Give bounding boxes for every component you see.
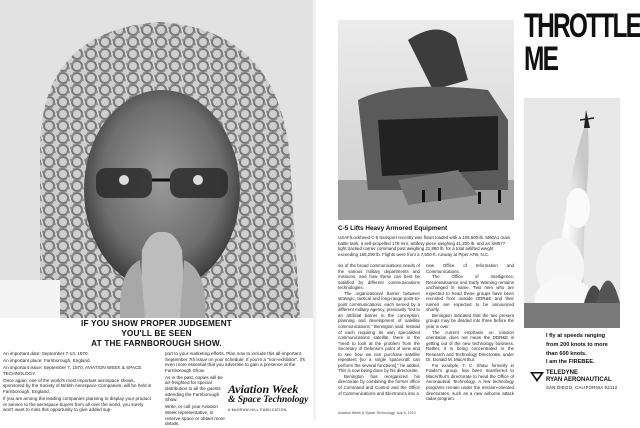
article-paragraph: The current emphasis on mission orientation does not mean the DDR&E is getting out of the new technology business. Rather, it is being concentrated in the Research and Technology Directorate, under Dr. Donald M. MacArthur.	[426, 329, 514, 363]
aviation-week-logo	[228, 384, 308, 406]
throttle-headline-line-2: ME	[524, 40, 558, 78]
tagline-line: from 200 knots to more	[546, 341, 608, 348]
caption-body: USAF/Lockheed C-5 transport recently was flown loaded with a 108,500-lb. M60A1 main battle tank, a self-propelled 175-mm. artillery piece weighing 41,200 lb. and an XM577 tight tracked carrier command post weighing 21,890 lb. for a total airlifted weight exceeding 168,290 lb. Flights were from a 7,500-ft. runway at Piper AFB, N.C.	[338, 235, 511, 257]
judge-portrait-illustration	[0, 0, 313, 318]
article-paragraph: The organizational barrier between strategic, tactical and long-range point-to-point communications, each served by a different military agency, previously "led to an artificial barrier in the conception, planning and development of satellite communications," Benington said. Instead of each requiring its own specialized communications satellite, there is the "need to look at the problem from the Secretary of Defense's point of view and to see how we can purchase satellite repeaters [so a single spacecraft can perform the several functions]," he added. This is now being done by his directorate.	[338, 290, 420, 374]
ad-paragraph: As in the past, copies will be air-freighted for special distribution to all the guests attending the Farnborough Show.	[165, 374, 223, 403]
tagline-line: I am the FIREBEE.	[546, 359, 595, 366]
throttle-me-ad	[522, 7, 640, 415]
headline-line-2: YOU'LL BE SEEN	[121, 329, 192, 338]
article-paragraph: Benington indicated that the two present groups may be divided into three before the year is over.	[426, 312, 514, 330]
teledyne-logo-icon	[530, 372, 544, 382]
ad-body-column-1	[3, 351, 153, 414]
ad-paragraph: Once again, one of the world's most important aerospace shows, sponsored by the Society of British Aerospace Companies, will be held in Farnborough, England.	[3, 377, 152, 395]
article-paragraph: new Office of Information and Communications.	[426, 263, 514, 274]
article-paragraph: sis of the broad communications needs of the various military departments and missions, and how these can best be satisfied by different communications technologies.	[338, 263, 420, 291]
ad-headline	[0, 319, 313, 349]
company-location: SAN DIEGO, CALIFORNIA 92112	[546, 385, 618, 390]
firebee-launch-illustration	[524, 98, 620, 328]
throttle-headline	[524, 7, 640, 78]
article-paragraph: Benington has reorganized his directorate by combining the former office of Command and Control and the Office of Communications and Electronics into a	[338, 373, 420, 396]
throttle-headline-line-1: THROTTLE	[524, 7, 640, 45]
article-paragraph: For example, T. C. Shaw, formerly in Fowler's group, has been transferred to MacArthur's directorate to head the Office of Aeronautical Technology. A few technology programs remain under the mission-oriented directorates, such as a new airborne attack radar program.	[426, 362, 514, 402]
c5-aircraft-photo	[338, 20, 514, 220]
page-footer: Aviation Week & Space Technology, July 6, 1970	[338, 411, 416, 415]
headline-line-1: IF YOU SHOW PROPER JUDGEMENT	[80, 319, 233, 328]
tagline-line: than 600 knots.	[546, 350, 587, 357]
firebee-launch-photo	[524, 98, 620, 328]
ad-paragraph: An important place: Farnborough, England.	[3, 358, 91, 364]
caption-title: C-5 Lifts Heavy Armored Equipment	[338, 225, 448, 232]
judge-portrait-photo	[0, 0, 313, 318]
ad-paragraph: port to your marketing efforts. Plan now to include this all-important September 7th issue on your schedule. If you're a "non-exhibitor", it's even more essential that you advertise to gain a presence at the Farnborough Show.	[165, 351, 306, 373]
c5-aircraft-illustration	[338, 20, 514, 220]
company-line-2: RYAN AERONAUTICAL	[546, 377, 612, 383]
logo-line-1: Aviation Week	[228, 382, 299, 396]
right-page	[316, 0, 640, 420]
tagline-line: I fly at speeds ranging	[546, 333, 606, 339]
article-paragraph: The Office of Intelligence, Reconnaissance and Early Warning remains unchanged in name. Two men who are expected to head these groups have been recruited from outside DDR&E and their names are expected to be announced shortly.	[426, 274, 514, 313]
article-column-2	[426, 263, 514, 402]
company-name	[546, 370, 612, 384]
article-column-1	[338, 263, 420, 396]
headline-line-3: AT THE FARNBOROUGH SHOW.	[91, 339, 222, 348]
ad-paragraph: Write, or call your Aviation Week representative, to reserve space or obtain more details.	[165, 404, 225, 427]
publisher-line: A McGRAW-HILL PUBLICATION	[228, 408, 287, 412]
firebee-tagline	[546, 332, 622, 367]
ad-paragraph: An important date: September 7-13, 1970.	[3, 351, 89, 356]
company-line-1: TELEDYNE	[546, 370, 579, 376]
logo-line-2: & Space Technology	[228, 395, 309, 405]
left-page-ad	[0, 0, 313, 427]
ad-paragraph: An important issue: September 7, 1970, AVIATION WEEK & SPACE TECHNOLOGY.	[3, 365, 142, 376]
ad-paragraph: If you are among the leading companies planning to display your product or service to the aerospace buyers from all over the world, you surely won't want to miss this opportunity to give added sup-	[3, 396, 151, 413]
